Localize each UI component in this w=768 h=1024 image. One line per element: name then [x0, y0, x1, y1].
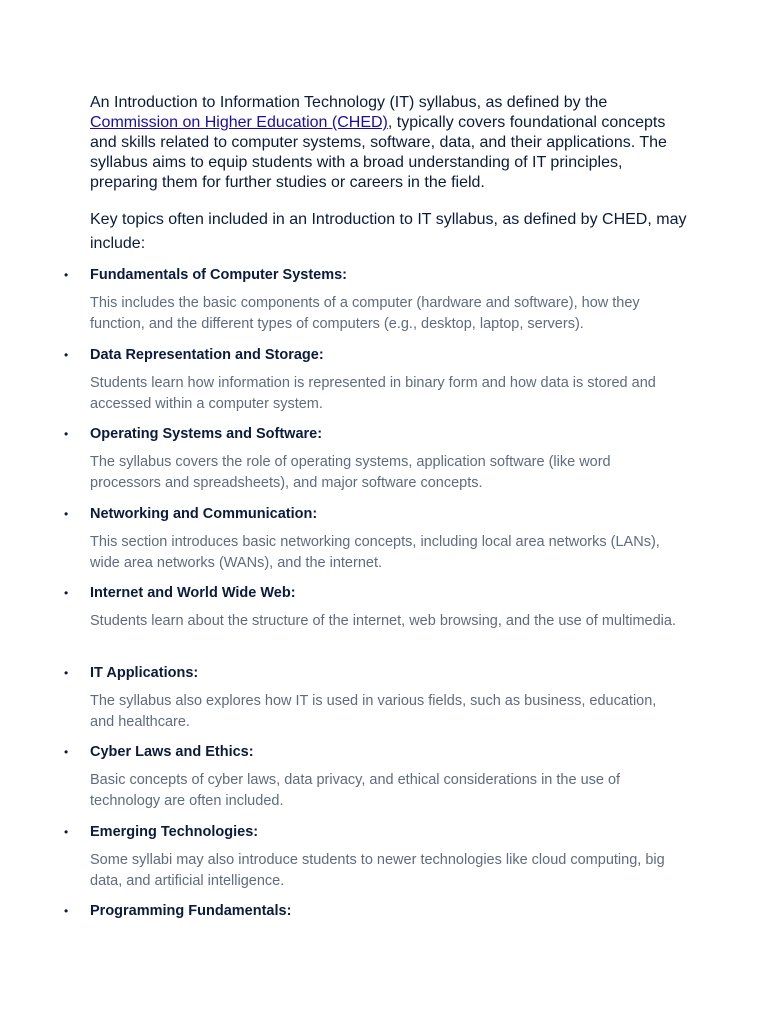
list-item	[0, 741, 768, 821]
list-item	[0, 264, 768, 344]
topic-description: This includes the basic components of a computer (hardware and software), how they function, and the different types of computers (e.g., desktop, laptop, servers).	[90, 295, 640, 332]
topic-title: Fundamentals of Computer Systems:	[90, 267, 348, 283]
topic-title: Operating Systems and Software:	[90, 426, 323, 442]
topic-description: The syllabus covers the role of operating systems, application software (like word processors and spreadsheets), and major software concepts.	[90, 454, 611, 491]
bullet-icon: •	[64, 586, 69, 600]
bullet-icon: •	[64, 824, 69, 839]
bullet-icon: •	[64, 745, 69, 759]
key-topics-intro: Key topics often included in an Introduction to IT syllabus, as defined by CHED, may include:	[90, 211, 687, 252]
list-item	[0, 344, 768, 424]
bullet-icon: •	[64, 427, 69, 441]
topic-title: Internet and World Wide Web:	[90, 585, 296, 601]
topic-title: IT Applications:	[90, 664, 199, 681]
list-item	[0, 662, 768, 742]
topic-title: Cyber Laws and Ethics:	[90, 744, 254, 760]
bullet-icon: •	[64, 347, 69, 362]
topic-title: Programming Fundamentals:	[90, 903, 292, 919]
topic-description: Basic concepts of cyber laws, data privacy, and ethical considerations in the use of technology are often included.	[90, 772, 621, 809]
topic-title: Emerging Technologies:	[90, 823, 259, 840]
bullet-icon: •	[64, 506, 69, 521]
topic-list	[0, 264, 768, 980]
list-item	[0, 900, 768, 980]
topic-description: Some syllabi may also introduce students to newer technologies like cloud computing, big data, and artificial intelligence.	[90, 851, 665, 889]
list-item	[0, 423, 768, 503]
ched-link[interactable]: Commission on Higher Education (CHED)	[90, 114, 388, 131]
topic-description: The syllabus also explores how IT is used in various fields, such as business, education, and healthcare.	[90, 692, 657, 730]
intro-text-before: An Introduction to Information Technology (IT) syllabus, as defined by the	[90, 94, 608, 111]
bullet-icon: •	[64, 268, 69, 282]
topic-title: Networking and Communication:	[90, 505, 318, 522]
list-item	[0, 821, 768, 901]
topic-description: Students learn about the structure of the internet, web browsing, and the use of multimedia.	[90, 613, 676, 629]
intro-paragraph	[90, 93, 690, 193]
topic-title: Data Representation and Storage:	[90, 346, 324, 363]
list-item	[0, 503, 768, 583]
topic-description: This section introduces basic networking concepts, including local area networks (LANs), wide area networks (WANs), and the internet.	[90, 533, 660, 571]
bullet-icon: •	[64, 904, 69, 918]
topic-description: Students learn how information is represented in binary form and how data is stored and accessed within a computer system.	[90, 374, 656, 412]
bullet-icon: •	[64, 665, 69, 680]
list-item	[0, 582, 768, 662]
intro-text-after: , typically covers foundational concepts and skills related to computer systems, software, data, and their applications. The syllabus aims to equip students with a broad understanding of IT principles, preparing them for further studies or careers in the field.	[90, 114, 667, 191]
